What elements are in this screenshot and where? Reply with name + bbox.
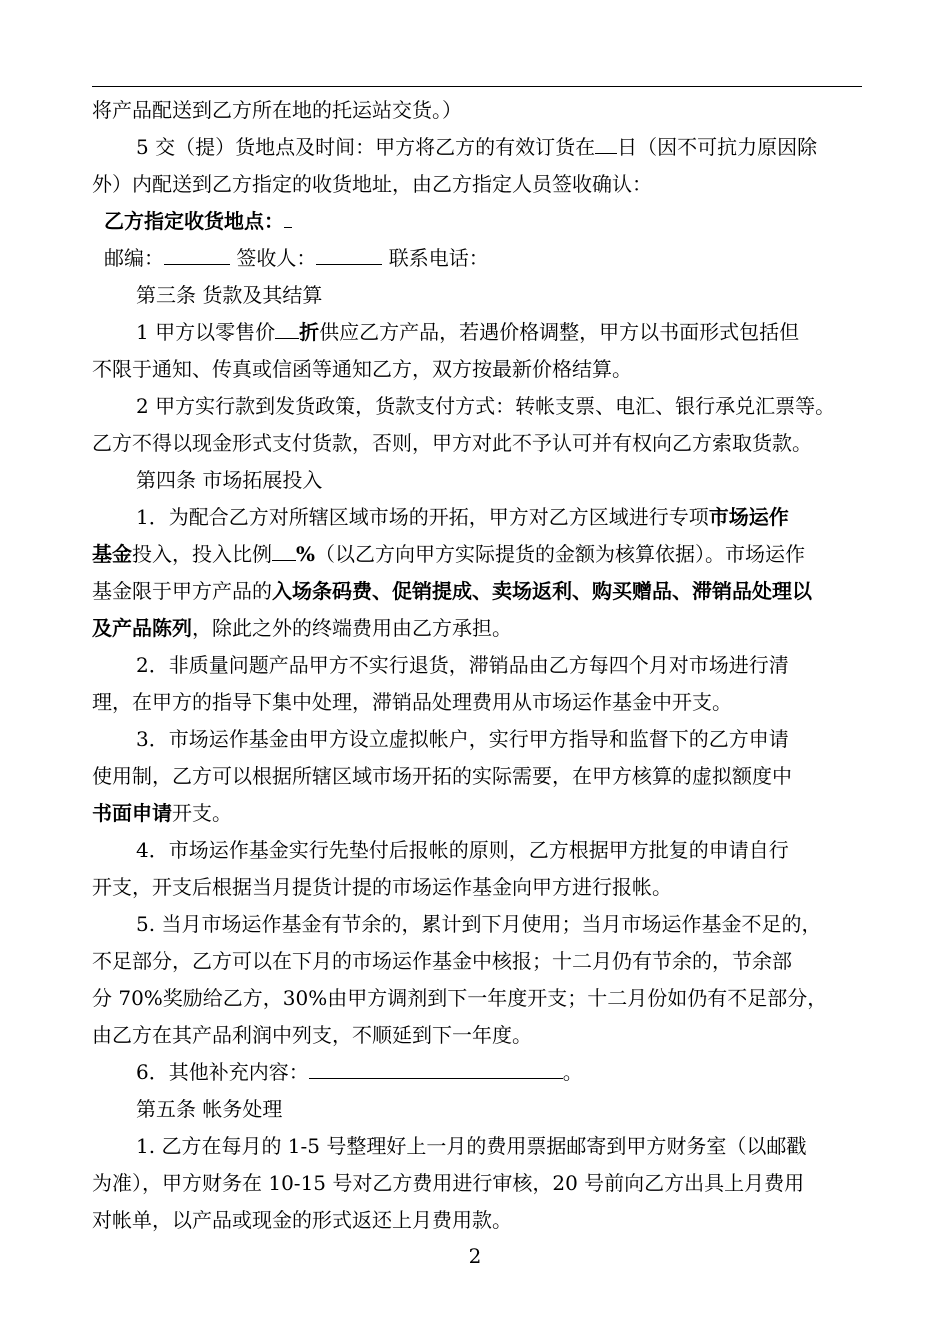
text-line-22: 5. 当月市场运作基金有节余的，累计到下月使用；当月市场运作基金不足的， xyxy=(136,912,822,936)
text-line-29: 为准），甲方财务在 10-15 号对乙方费用进行审核，20 号前向乙方出具上月费用 xyxy=(92,1171,805,1195)
text-line-13: 基金限于甲方产品的入场条码费、促销提成、卖场返利、购买赠品、滞销品处理以 xyxy=(92,579,812,603)
blank-discount[interactable] xyxy=(275,318,299,339)
text-line-19: 书面申请开支。 xyxy=(92,801,232,825)
text-line-23: 不足部分，乙方可以在下月的市场运作基金中核报；十二月仍有节余的，节余部 xyxy=(92,949,792,973)
text-line-20: 4．市场运作基金实行先垫付后报帐的原则，乙方根据甲方批复的申请自行 xyxy=(136,838,789,862)
section-title-3: 第三条 货款及其结算 xyxy=(136,283,323,307)
text-line-1: 将产品配送到乙方所在地的托运站交货。） xyxy=(92,98,462,122)
text-line-11: 1．为配合乙方对所辖区域市场的开拓，甲方对乙方区域进行专项市场运作 xyxy=(136,505,789,529)
section-title-4: 第四条 市场拓展投入 xyxy=(136,468,323,492)
blank-signer[interactable] xyxy=(316,244,382,265)
blank-days[interactable] xyxy=(595,133,617,154)
text-line-18: 使用制，乙方可以根据所辖区域市场开拓的实际需要，在甲方核算的虚拟额度中 xyxy=(92,764,792,788)
text-line-21: 开支，开支后根据当月提货计提的市场运作基金向甲方进行报帐。 xyxy=(92,875,672,899)
delivery-address-line: 乙方指定收货地点： xyxy=(104,207,904,235)
section-title-5: 第五条 帐务处理 xyxy=(136,1097,283,1121)
blank-other-content[interactable] xyxy=(309,1058,563,1079)
text-line-14: 及产品陈列，除此之外的终端费用由乙方承担。 xyxy=(92,616,512,640)
text-line-15: 2．非质量问题产品甲方不实行退货，滞销品由乙方每四个月对市场进行清 xyxy=(136,653,789,677)
text-line-25: 由乙方在其产品利润中列支，不顺延到下一年度。 xyxy=(92,1023,532,1047)
text-line-3: 外）内配送到乙方指定的收货地址，由乙方指定人员签收确认： xyxy=(92,172,652,196)
blank-address[interactable] xyxy=(284,207,292,228)
header-rule xyxy=(92,86,862,87)
blank-ratio[interactable] xyxy=(272,540,296,561)
text-line-7: 不限于通知、传真或信函等通知乙方，双方按最新价格结算。 xyxy=(92,357,632,381)
text-line-2: 5 交（提）货地点及时间：甲方将乙方的有效订货在 日（因不可抗力原因除 xyxy=(136,135,818,159)
text-line-26: 6．其他补充内容： 。 xyxy=(136,1060,583,1084)
text-line-28: 1. 乙方在每月的 1-5 号整理好上一月的费用票据邮寄到甲方财务室（以邮戳 xyxy=(136,1134,807,1158)
text-line-16: 理，在甲方的指导下集中处理，滞销品处理费用从市场运作基金中开支。 xyxy=(92,690,732,714)
text-line-17: 3．市场运作基金由甲方设立虚拟帐户，实行甲方指导和监督下的乙方申请 xyxy=(136,727,789,751)
text-line-8: 2 甲方实行款到发货政策，货款支付方式：转帐支票、电汇、银行承兑汇票等。 xyxy=(136,394,836,418)
text-line-30: 对帐单，以产品或现金的形式返还上月费用款。 xyxy=(92,1208,512,1232)
text-line-24: 分 70%奖励给乙方，30%由甲方调剂到下一年度开支；十二月份如仍有不足部分， xyxy=(92,986,828,1010)
text-line-6: 1 甲方以零售价 折供应乙方产品，若遇价格调整，甲方以书面形式包括但 xyxy=(136,320,800,344)
page-number: 2 xyxy=(468,1244,482,1268)
blank-postcode[interactable] xyxy=(164,244,230,265)
text-line-9: 乙方不得以现金形式支付货款，否则，甲方对此不予认可并有权向乙方索取货款。 xyxy=(92,431,812,455)
postal-line: 邮编： 签收人： 联系电话： xyxy=(104,246,489,270)
text-line-12: 基金投入，投入比例 %（以乙方向甲方实际提货的金额为核算依据）。市场运作 xyxy=(92,542,806,566)
